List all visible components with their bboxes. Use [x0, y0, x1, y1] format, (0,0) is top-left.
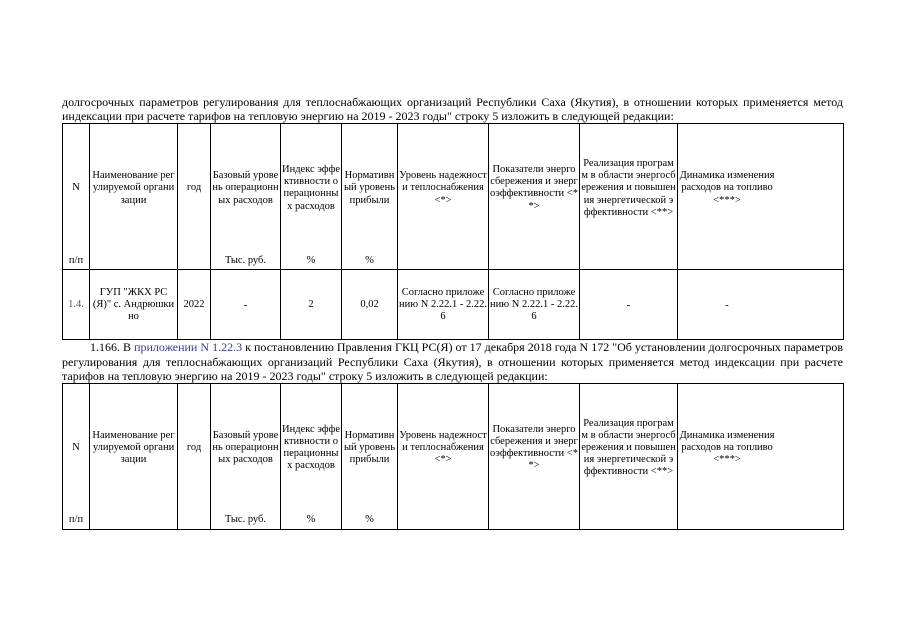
- clause-number: 1.166.: [90, 340, 120, 355]
- row-norm: 0,02: [342, 270, 398, 340]
- header-programs: Реализация программ в области энергосбережения и повышения энергетической эффективности <**>: [580, 124, 678, 253]
- unit-n: п/п: [63, 512, 90, 530]
- unit-n: п/п: [63, 252, 90, 270]
- table-row: [63, 270, 844, 340]
- header-name: Наименование регулируемой организации: [90, 124, 178, 253]
- row-energy: Согласно приложению N 2.22.1 - 2.22.6: [489, 270, 580, 340]
- row-year: 2022: [178, 270, 211, 340]
- row-reliability: Согласно приложению N 2.22.1 - 2.22.6: [398, 270, 489, 340]
- header-index: Индекс эффективности операционных расходов: [281, 124, 342, 253]
- second-paragraph: [62, 340, 843, 383]
- document-page: [62, 95, 843, 530]
- clause-in: В: [123, 340, 132, 355]
- table-units-row: [63, 512, 844, 530]
- clause-rest: к постановлению Правления ГКЦ РС(Я) от 17 декабря 2018 года N 172 "Об установлении долгосрочных параметров регулирования для теплоснабжающих организаций Республики Саха (Якутия), в отношении которых применяется метод индексации при расчете тарифов на тепловую энергию на 2019 - 2023 годы" строку 5 изложить в следующей редакции:: [62, 340, 843, 383]
- unit-index: %: [281, 252, 342, 270]
- table-units-row: [63, 252, 844, 270]
- header-norm: Нормативный уровень прибыли: [342, 124, 398, 253]
- unit-index: %: [281, 512, 342, 530]
- header-year: год: [178, 384, 211, 513]
- table-header-row: [63, 124, 844, 253]
- row-n: 1.4.: [63, 270, 90, 340]
- tariff-table-2: [62, 383, 844, 530]
- header-base: Базовый уровень операционных расходов: [211, 124, 281, 253]
- table-header-row: [63, 384, 844, 513]
- unit-norm: %: [342, 512, 398, 530]
- row-base: -: [211, 270, 281, 340]
- row-name: ГУП "ЖКХ РС(Я)" с. Андрюшкино: [90, 270, 178, 340]
- header-base: Базовый уровень операционных расходов: [211, 384, 281, 513]
- row-programs: -: [580, 270, 678, 340]
- header-n: N: [63, 384, 90, 513]
- header-fuel: Динамика изменения расходов на топливо <***>: [678, 124, 844, 253]
- header-year: год: [178, 124, 211, 253]
- header-fuel: Динамика изменения расходов на топливо <***>: [678, 384, 844, 513]
- unit-norm: %: [342, 252, 398, 270]
- header-reliability: Уровень надежности теплоснабжения <*>: [398, 384, 489, 513]
- appendix-link[interactable]: приложении N 1.22.3: [134, 340, 243, 355]
- header-name: Наименование регулируемой организации: [90, 384, 178, 513]
- header-energy: Показатели энергосбережения и энергоэффективности <**>: [489, 124, 580, 253]
- header-n: N: [63, 124, 90, 253]
- header-reliability: Уровень надежности теплоснабжения <*>: [398, 124, 489, 253]
- header-norm: Нормативный уровень прибыли: [342, 384, 398, 513]
- unit-base: Тыс. руб.: [211, 252, 281, 270]
- header-index: Индекс эффективности операционных расходов: [281, 384, 342, 513]
- tariff-table-1: [62, 123, 844, 340]
- intro-paragraph: долгосрочных параметров регулирования для теплоснабжающих организаций Республики Саха (Якутия), в отношении которых применяется метод индексации при расчете тарифов на тепловую энергию на 2019 - 2023 годы" строку 5 изложить в следующей редакции:: [62, 95, 843, 124]
- unit-base: Тыс. руб.: [211, 512, 281, 530]
- row-fuel: -: [678, 270, 844, 340]
- header-programs: Реализация программ в области энергосбережения и повышения энергетической эффективности <**>: [580, 384, 678, 513]
- row-index: 2: [281, 270, 342, 340]
- header-energy: Показатели энергосбережения и энергоэффективности <**>: [489, 384, 580, 513]
